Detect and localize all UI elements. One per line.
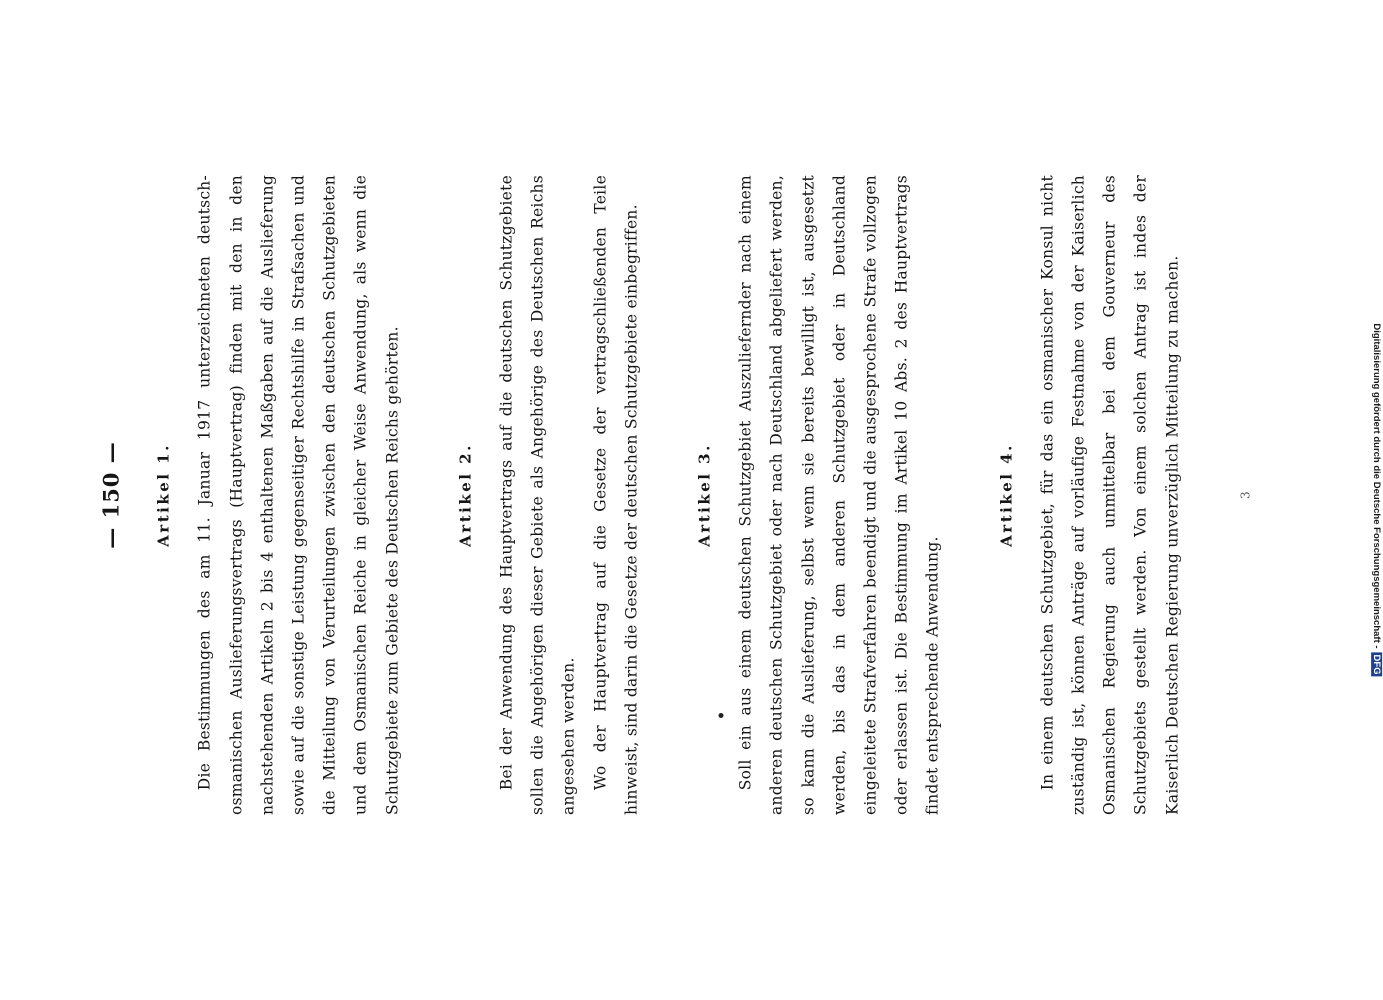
article-heading: Artikel 3. — [695, 443, 714, 547]
article-paragraph: Soll ein aus einem deutschen Schutzgebiet Auszuliefernder nach einem anderen deutschen Schutzgebiet oder nach Deutschland abgeliefert werden, so kann die Auslieferung, selbst wenn sie bereits bewilligt ist, ausgesetzt werden, bis das in dem anderen Schutzgebiet oder in Deutschland eingeleitete Strafverfahren beendigt und die ausgesprochene Strafe vollzogen oder erlassen ist. Die Bestimmung im Artikel 10 Abs. 2 des Hauptvertrags findet entsprechende Anwendung. — [736, 175, 942, 815]
article-1 — [148, 175, 408, 815]
ink-dot — [718, 713, 723, 718]
article-paragraph: Bei der Anwendung des Hauptvertrags auf die deutschen Schutzgebiete sollen die Angehörigen dieser Gebiete als Angehörige des Deutschen Reichs angesehen werden. — [497, 175, 578, 815]
article-heading: Artikel 2. — [455, 443, 474, 547]
funding-text: Digitalisierung gefördert durch die Deutsche Forschungsgemeinschaft - — [1370, 323, 1382, 649]
article-heading: Artikel 4. — [996, 443, 1015, 547]
page-body — [95, 175, 1261, 815]
running-head: — 150 — — [98, 441, 123, 549]
article-heading: Artikel 1. — [154, 443, 173, 547]
article-4 — [991, 175, 1188, 815]
signature-mark: 3 — [1237, 491, 1252, 499]
article-2 — [450, 175, 647, 815]
article-paragraph: Wo der Hauptvertrag auf die Gesetze der vertragschließenden Teile hinweist, sind darin die Gesetze der deutschen Schutzgebiete einbegriffen. — [590, 175, 640, 815]
article-3 — [689, 175, 949, 815]
dfg-funding-note — [1371, 323, 1382, 676]
article-paragraph: In einem deutschen Schutzgebiet, für das ein osmanischer Konsul nicht zuständig ist, können Anträge auf vorläufige Festnahme von der Kaiserlich Osmanischen Regierung auch unmittelbar bei dem Gouverneur des Schutzgebiets gestellt werden. Von einem solchen Antrag ist indes der Kaiserlich Deutschen Regierung unverzüglich Mitteilung zu machen. — [1037, 175, 1181, 815]
dfg-logo: DFG — [1370, 654, 1382, 675]
article-paragraph: Die Bestimmungen des am 11. Januar 1917 unterzeichneten deutsch-osmanischen Auslieferungsvertrags (Hauptvertrag) finden mit den in den nachstehenden Artikeln 2 bis 4 enthaltenen Maßgaben auf die Auslieferung sowie auf die sonstige Leistung gegenseitiger Rechtshilfe in Strafsachen und die Mitteilung von Verurteilungen zwischen den deutschen Schutzgebieten und dem Osmanischen Reiche in gleicher Weise Anwendung, als wenn die Schutzgebiete zum Gebiete des Deutschen Reichs gehörten. — [195, 175, 401, 815]
